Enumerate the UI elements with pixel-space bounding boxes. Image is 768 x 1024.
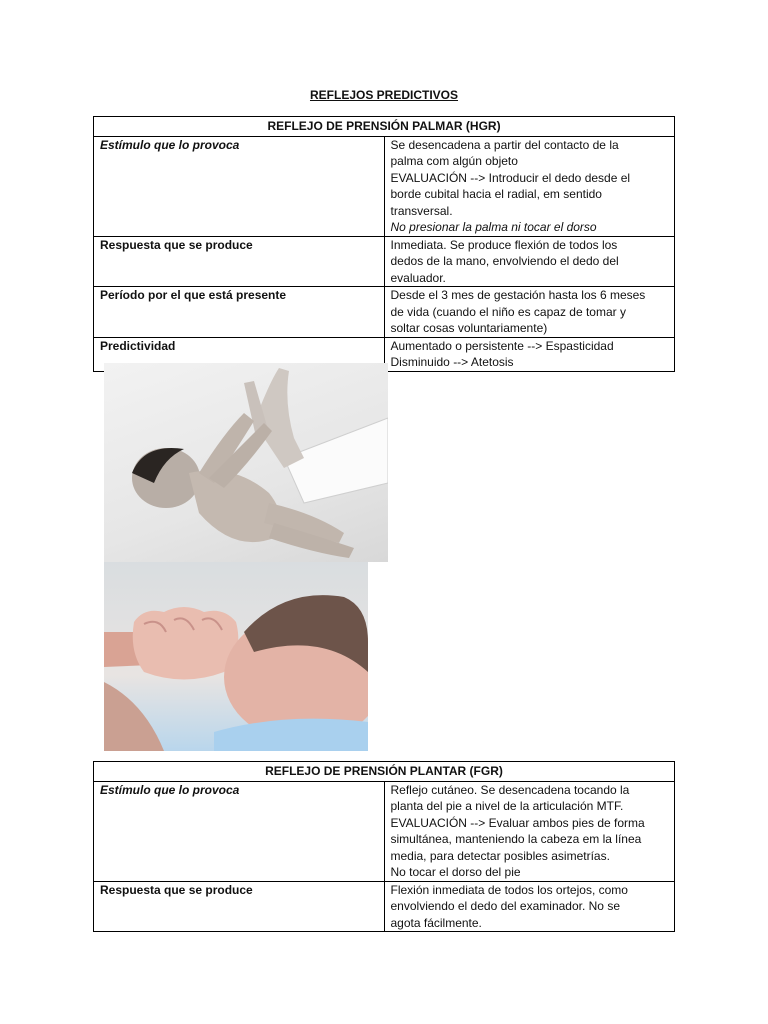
- row-label: Predictividad: [94, 337, 385, 371]
- table-header: REFLEJO DE PRENSIÓN PLANTAR (FGR): [94, 762, 675, 782]
- newborn-finger-grasp-photo: [104, 562, 368, 751]
- row-label: Estímulo que lo provoca: [94, 136, 385, 236]
- table-header: REFLEJO DE PRENSIÓN PALMAR (HGR): [94, 117, 675, 137]
- plantar-grasp-table: [93, 761, 675, 932]
- table-row: [94, 236, 675, 287]
- row-label: Respuesta que se produce: [94, 881, 385, 932]
- row-description: Se desencadena a partir del contacto de la palma com algún objeto EVALUACIÓN --> Introducir el dedo desde el borde cubital hacia el radial, em sentido transversal. No presionar la palma ni tocar el dorso: [384, 136, 675, 236]
- row-label: Estímulo que lo provoca: [94, 781, 385, 881]
- palmar-grasp-table: [93, 116, 675, 372]
- row-description: Reflejo cutáneo. Se desencadena tocando la planta del pie a nivel de la articulación MTF. EVALUACIÓN --> Evaluar ambos pies de forma simultánea, manteniendo la cabeza em la línea media, para detectar posibles asimetrías. No tocar el dorso del pie: [384, 781, 675, 881]
- row-description: Desde el 3 mes de gestación hasta los 6 meses de vida (cuando el niño es capaz de tomar y soltar cosas voluntariamente): [384, 287, 675, 338]
- table-row: [94, 781, 675, 881]
- table-row: [94, 287, 675, 338]
- document-title: REFLEJOS PREDICTIVOS: [309, 88, 459, 102]
- newborn-grasp-photo: [104, 363, 388, 562]
- row-label: Período por el que está presente: [94, 287, 385, 338]
- table-row: [94, 136, 675, 236]
- row-description: Inmediata. Se produce flexión de todos los dedos de la mano, envolviendo el dedo del evaluador.: [384, 236, 675, 287]
- table-row: [94, 881, 675, 932]
- row-description: Flexión inmediata de todos los ortejos, como envolviendo el dedo del examinador. No se agota fácilmente.: [384, 881, 675, 932]
- row-label: Respuesta que se produce: [94, 236, 385, 287]
- row-description: Aumentado o persistente --> Espasticidad Disminuido --> Atetosis: [384, 337, 675, 371]
